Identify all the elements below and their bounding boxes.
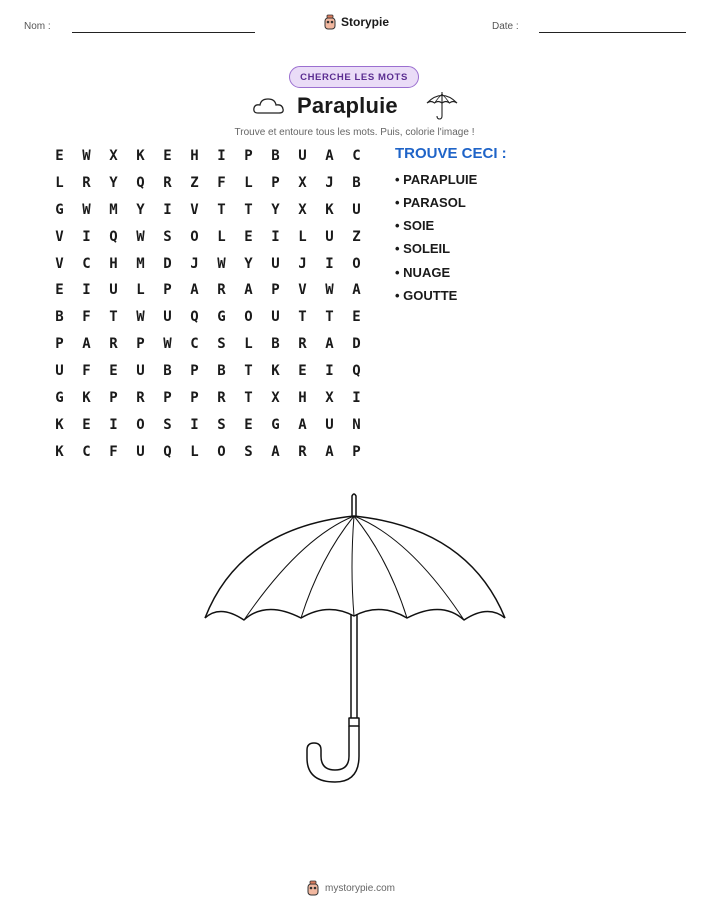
grid-cell: S <box>217 416 226 433</box>
grid-row <box>46 170 370 197</box>
grid-cell: W <box>325 282 334 299</box>
grid-cell: D <box>352 336 361 353</box>
grid-cell: T <box>217 201 226 218</box>
grid-cell: T <box>244 363 253 380</box>
grid-cell: E <box>298 363 307 380</box>
grid-cell: L <box>190 443 199 460</box>
grid-cell: U <box>325 416 334 433</box>
grid-cell: P <box>244 148 253 164</box>
grid-cell: L <box>55 174 64 191</box>
name-line <box>72 32 255 33</box>
grid-cell: G <box>55 201 64 218</box>
grid-cell: N <box>352 416 361 433</box>
grid-cell: W <box>217 255 226 272</box>
grid-cell: A <box>82 336 91 353</box>
grid-cell: P <box>271 174 280 191</box>
grid-cell: I <box>325 363 334 380</box>
grid-cell: P <box>55 336 64 353</box>
grid-cell: T <box>325 309 334 326</box>
grid-cell: O <box>190 228 199 245</box>
grid-cell: I <box>163 201 172 218</box>
grid-cell: O <box>352 255 361 272</box>
grid-cell: B <box>271 336 280 353</box>
grid-cell: U <box>136 363 145 380</box>
grid-cell: P <box>271 282 280 299</box>
grid-cell: V <box>298 282 307 299</box>
grid-cell: I <box>271 228 280 245</box>
grid-cell: R <box>298 336 307 353</box>
grid-cell: B <box>163 363 172 380</box>
word-list-item: • SOIE <box>395 218 435 233</box>
grid-cell: G <box>217 309 226 326</box>
grid-cell: U <box>271 255 280 272</box>
grid-cell: A <box>352 282 361 299</box>
page-title: Parapluie <box>297 93 398 118</box>
grid-cell: P <box>109 390 118 407</box>
word-list-item: • GOUTTE <box>395 288 458 303</box>
grid-cell: O <box>244 309 253 326</box>
grid-row <box>46 224 370 251</box>
grid-cell: E <box>244 228 253 245</box>
grid-row <box>46 197 370 224</box>
grid-cell: U <box>55 363 64 380</box>
grid-cell: L <box>244 174 253 191</box>
grid-cell: P <box>163 282 172 299</box>
grid-cell: R <box>163 174 172 191</box>
grid-cell: U <box>271 309 280 326</box>
storypie-mascot-icon <box>306 880 320 896</box>
grid-cell: V <box>190 201 199 218</box>
grid-cell: G <box>271 416 280 433</box>
grid-cell: M <box>136 255 145 272</box>
grid-cell: F <box>82 363 91 380</box>
word-list-item: • PARAPLUIE <box>395 172 478 187</box>
grid-cell: E <box>55 282 64 299</box>
grid-cell: B <box>352 174 361 191</box>
grid-cell: F <box>217 174 226 191</box>
grid-cell: U <box>298 148 307 164</box>
grid-cell: J <box>190 255 199 272</box>
grid-cell: S <box>244 443 253 460</box>
grid-cell: X <box>325 390 334 407</box>
grid-cell: A <box>325 148 334 164</box>
grid-cell: W <box>136 309 145 326</box>
grid-cell: W <box>82 148 91 164</box>
grid-cell: C <box>82 443 91 460</box>
grid-cell: U <box>325 228 334 245</box>
grid-cell: E <box>109 363 118 380</box>
umbrella-coloring-image <box>200 488 510 783</box>
grid-cell: A <box>244 282 253 299</box>
grid-cell: H <box>190 148 199 164</box>
grid-cell: U <box>163 309 172 326</box>
grid-cell: S <box>163 228 172 245</box>
footer-url: mystorypie.com <box>325 882 396 894</box>
word-list-item: • NUAGE <box>395 265 451 280</box>
grid-row <box>46 331 370 358</box>
grid-row <box>46 304 370 331</box>
grid-cell: I <box>217 148 226 164</box>
word-list-item: • SOLEIL <box>395 241 451 256</box>
grid-row <box>46 412 370 439</box>
grid-cell: T <box>109 309 118 326</box>
grid-cell: B <box>271 148 280 164</box>
grid-cell: Y <box>136 201 145 218</box>
grid-cell: R <box>217 390 226 407</box>
grid-cell: P <box>190 363 199 380</box>
grid-cell: J <box>298 255 307 272</box>
grid-cell: R <box>298 443 307 460</box>
grid-cell: L <box>298 228 307 245</box>
grid-cell: S <box>217 336 226 353</box>
brand-name: Storypie <box>341 15 390 29</box>
grid-cell: K <box>55 443 64 460</box>
grid-cell: L <box>136 282 145 299</box>
grid-cell: Q <box>136 174 145 191</box>
grid-cell: K <box>271 363 280 380</box>
grid-cell: T <box>244 390 253 407</box>
grid-cell: Z <box>352 228 361 245</box>
grid-cell: P <box>190 390 199 407</box>
grid-cell: I <box>82 282 91 299</box>
grid-cell: T <box>298 309 307 326</box>
grid-cell: E <box>244 416 253 433</box>
grid-cell: H <box>298 390 307 407</box>
grid-cell: Y <box>244 255 253 272</box>
date-label: Date : <box>492 21 519 32</box>
grid-cell: E <box>55 148 64 164</box>
grid-cell: Q <box>109 228 118 245</box>
category-badge: CHERCHE LES MOTS <box>289 66 419 88</box>
grid-cell: I <box>109 416 118 433</box>
grid-cell: I <box>352 390 361 407</box>
grid-cell: G <box>55 390 64 407</box>
grid-cell: E <box>352 309 361 326</box>
grid-cell: S <box>163 416 172 433</box>
footer <box>306 880 395 896</box>
grid-cell: K <box>325 201 334 218</box>
grid-cell: W <box>82 201 91 218</box>
grid-cell: K <box>82 390 91 407</box>
grid-row <box>46 143 370 170</box>
grid-cell: O <box>136 416 145 433</box>
word-list-item: • PARASOL <box>395 195 466 210</box>
storypie-mascot-icon <box>323 14 337 30</box>
grid-cell: P <box>352 443 361 460</box>
cloud-icon <box>252 95 286 117</box>
grid-cell: F <box>109 443 118 460</box>
grid-row <box>46 251 370 278</box>
grid-cell: I <box>190 416 199 433</box>
grid-cell: L <box>217 228 226 245</box>
grid-cell: U <box>136 443 145 460</box>
grid-cell: T <box>244 201 253 218</box>
grid-cell: X <box>298 201 307 218</box>
grid-cell: A <box>190 282 199 299</box>
grid-cell: E <box>163 148 172 164</box>
grid-cell: A <box>325 336 334 353</box>
date-line <box>539 32 686 33</box>
grid-cell: O <box>217 443 226 460</box>
grid-row <box>46 358 370 385</box>
word-search-grid <box>46 143 370 466</box>
grid-cell: U <box>352 201 361 218</box>
word-list-title: TROUVE CECI : <box>395 145 507 162</box>
grid-cell: C <box>82 255 91 272</box>
grid-cell: W <box>136 228 145 245</box>
grid-cell: D <box>163 255 172 272</box>
grid-cell: W <box>163 336 172 353</box>
grid-cell: I <box>82 228 91 245</box>
grid-row <box>46 385 370 412</box>
grid-cell: L <box>244 336 253 353</box>
grid-cell: M <box>109 201 118 218</box>
grid-cell: X <box>298 174 307 191</box>
grid-cell: Z <box>190 174 199 191</box>
grid-cell: I <box>325 255 334 272</box>
grid-cell: A <box>298 416 307 433</box>
grid-cell: U <box>109 282 118 299</box>
grid-cell: Q <box>190 309 199 326</box>
grid-cell: Q <box>163 443 172 460</box>
grid-cell: A <box>325 443 334 460</box>
grid-cell: V <box>55 228 64 245</box>
grid-cell: F <box>82 309 91 326</box>
grid-cell: R <box>136 390 145 407</box>
grid-cell: Y <box>271 201 280 218</box>
brand-logo <box>323 14 389 30</box>
name-label: Nom : <box>24 21 51 32</box>
grid-cell: B <box>217 363 226 380</box>
grid-cell: R <box>109 336 118 353</box>
grid-cell: Y <box>109 174 118 191</box>
grid-row <box>46 439 370 466</box>
grid-cell: H <box>109 255 118 272</box>
instructions: Trouve et entoure tous les mots. Puis, colorie l'image ! <box>234 127 475 138</box>
grid-cell: R <box>217 282 226 299</box>
grid-cell: J <box>325 174 334 191</box>
grid-row <box>46 277 370 304</box>
grid-cell: V <box>55 255 64 272</box>
grid-cell: K <box>136 148 145 164</box>
grid-cell: E <box>82 416 91 433</box>
grid-cell: X <box>109 148 118 164</box>
umbrella-icon <box>424 89 460 121</box>
grid-cell: C <box>190 336 199 353</box>
grid-cell: Q <box>352 363 361 380</box>
grid-cell: K <box>55 416 64 433</box>
grid-cell: A <box>271 443 280 460</box>
grid-cell: B <box>55 309 64 326</box>
grid-cell: X <box>271 390 280 407</box>
grid-cell: P <box>163 390 172 407</box>
grid-cell: C <box>352 148 361 164</box>
grid-cell: R <box>82 174 91 191</box>
grid-cell: P <box>136 336 145 353</box>
